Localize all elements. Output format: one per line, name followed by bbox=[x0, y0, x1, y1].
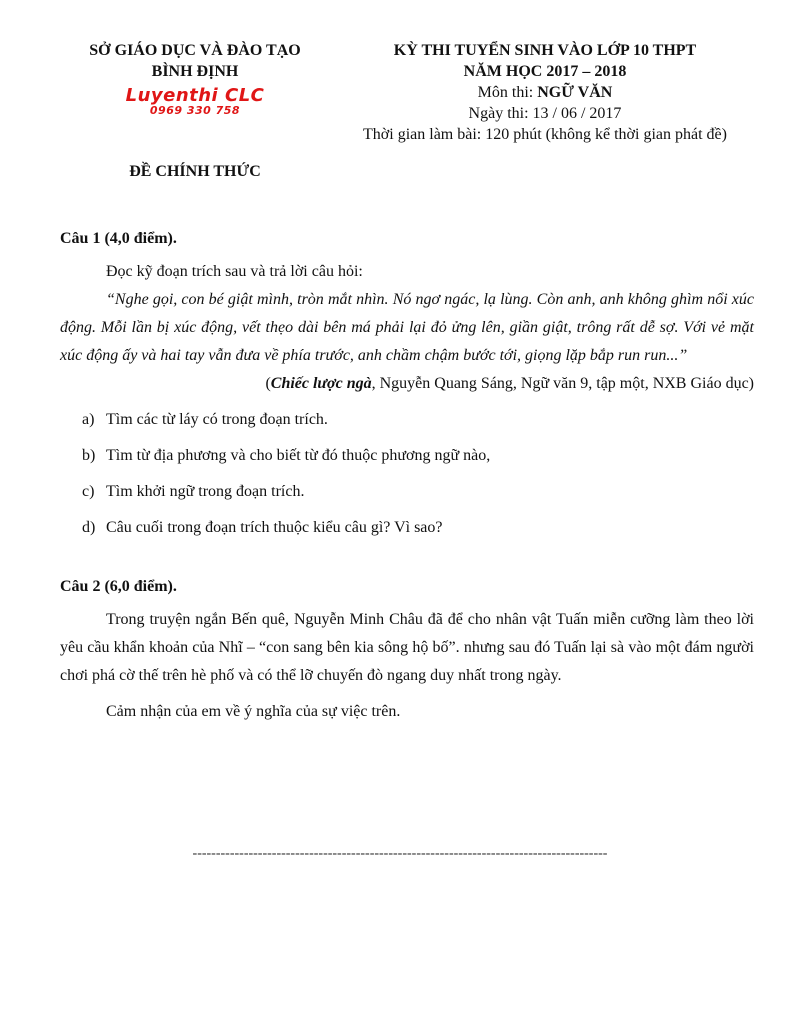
exam-title: KỲ THI TUYỂN SINH VÀO LỚP 10 THPT bbox=[393, 42, 697, 59]
list-item: a) Tìm các từ láy có trong đoạn trích. bbox=[82, 411, 328, 428]
luyenthi-logo bbox=[60, 85, 330, 118]
school-year: NĂM HỌC 2017 – 2018 bbox=[463, 63, 627, 80]
passage-source bbox=[60, 370, 754, 398]
source-work: Chiếc lược ngà bbox=[270, 375, 372, 392]
subject-label: Môn thi: bbox=[477, 84, 538, 101]
list-item: b) Tìm từ địa phương và cho biết từ đó thuộc phương ngữ nào, bbox=[82, 447, 491, 464]
list-item: d) Câu cuối trong đoạn trích thuộc kiểu câu gì? Vì sao? bbox=[82, 519, 443, 536]
question-2-task: Cảm nhận của em về ý nghĩa của sự việc trên. bbox=[106, 703, 401, 720]
exam-duration: Thời gian làm bài: 120 phút (không kể thời gian phát đề) bbox=[363, 126, 727, 143]
end-separator: ----------------------------------------------------------------------------------------- bbox=[192, 846, 608, 861]
question-1-items bbox=[60, 402, 754, 546]
header-right bbox=[330, 40, 760, 145]
subject-line bbox=[330, 82, 760, 103]
official-exam-label: ĐỀ CHÍNH THỨC bbox=[129, 163, 261, 180]
question-1-title: Câu 1 (4,0 điểm). bbox=[60, 230, 177, 247]
source-open: ( bbox=[265, 375, 271, 392]
subject-name: NGỮ VĂN bbox=[537, 84, 613, 101]
question-2-title: Câu 2 (6,0 điểm). bbox=[60, 578, 177, 595]
question-1-instruction: Đọc kỹ đoạn trích sau và trả lời câu hỏi: bbox=[106, 263, 363, 280]
exam-body bbox=[60, 228, 754, 726]
question-2-prompt: Trong truyện ngắn Bến quê, Nguyễn Minh Châu đã để cho nhân vật Tuấn miễn cưỡng làm theo lời yêu cầu khẩn khoản của Nhĩ – “con sang bên kia sông hộ bố”. nhưng sau đó Tuấn lại sà vào một đám người chơi phá cờ thế trên hè phố và có thể lỡ chuyến đò ngang duy nhất trong ngày. bbox=[60, 611, 754, 684]
header-left bbox=[60, 40, 330, 118]
province-name: BÌNH ĐỊNH bbox=[151, 63, 239, 80]
source-rest: , Nguyễn Quang Sáng, Ngữ văn 9, tập một, NXB Giáo dục) bbox=[371, 375, 754, 392]
list-item: c) Tìm khởi ngữ trong đoạn trích. bbox=[82, 483, 305, 500]
logo-phone: 0969 330 758 bbox=[149, 104, 241, 117]
question-1-passage: “Nghe gọi, con bé giật mình, tròn mắt nhìn. Nó ngơ ngác, lạ lùng. Còn anh, anh không ghìm nổi xúc động. Mỗi lần bị xúc động, vết thẹo dài bên má phải lại đỏ ửng lên, giần giật, trông rất dễ sợ. Với vẻ mặt xúc động ấy và hai tay vẫn đưa về phía trước, anh chầm chậm bước tới, giọng lặp bắp run run...” bbox=[60, 291, 754, 364]
department-name: SỞ GIÁO DỤC VÀ ĐÀO TẠO bbox=[89, 42, 301, 59]
logo-name: Luyenthi CLC bbox=[125, 85, 265, 106]
exam-date: Ngày thi: 13 / 06 / 2017 bbox=[468, 105, 622, 122]
